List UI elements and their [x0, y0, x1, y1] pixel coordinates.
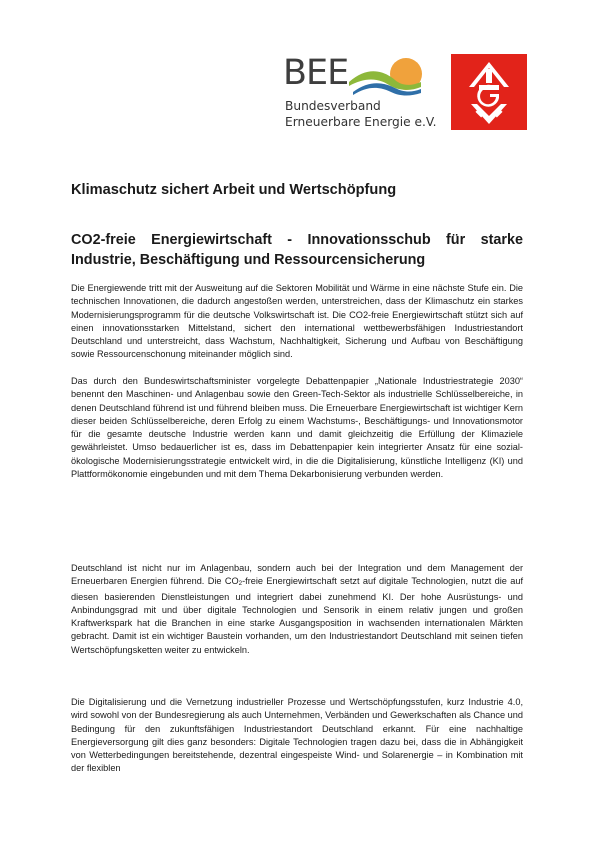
paragraph-3-part-b: -freie Energiewirtschaft setzt auf digitale Technologien, nutzt die auf diesen basierenden Dienstleistungen und integriert dabei zunehmend KI. Der hohe Ausrüstungs- und Anbindungsgrad mit und über digitale Technologien und Sensorik in einem relativ jungen und großen Kraftwerkspark hat die Branchen in eine starke Ausgangsposition in wachsenden internationalen Märkten gebracht. Damit ist ein wichtiger Baustein vorhanden, um den Industriestandort Deutschland mit seinen tiefen Wertschöpfungsketten weiter zu entwickeln. — [71, 576, 524, 655]
bee-logo-letters: BEE — [283, 53, 349, 93]
paragraph-3 — [71, 562, 523, 657]
bee-name-line2: Erneuerbare Energie e.V. — [285, 115, 437, 129]
ig-metall-logo — [451, 54, 527, 130]
bee-name-line1: Bundesverband — [285, 99, 381, 113]
co2-subscript: 2 — [238, 580, 243, 588]
paragraph-3-part-a: Deutschland ist nicht nur im Anlagenbau, sondern auch bei der Integration und dem Management der Erneuerbaren Energien führend. Die CO — [71, 563, 523, 587]
bee-logo — [283, 53, 437, 134]
page-subheading: CO2-freie Energiewirtschaft - Innovationsschub für starke Industrie, Beschäftigung und Ressourcensicherung — [71, 232, 523, 268]
paragraph-4: Die Digitalisierung und die Vernetzung industrieller Prozesse und Wertschöpfungsstufen, kurz Industrie 4.0, wird sowohl von der Bundesregierung als auch Unternehmen, Verbänden und Gewerkschaften als Chance und Bedingung für den zukunftsfähigen Industriestandort Deutschland erkannt. Für eine nachhaltige Energieversorgung gilt dies ganz besonders: Digitale Technologien tragen dazu bei, dass die in Abhängigkeit von Wetterbedingungen bereitstehende, dezentral eingespeiste Wind- und Solarenergie – in Kombination mit der flexiblen — [71, 697, 523, 774]
sun-wave-icon — [283, 56, 423, 98]
ig-metall-icon — [451, 54, 527, 130]
bee-logo-mark — [283, 53, 423, 98]
paragraph-2: Das durch den Bundeswirtschaftsminister vorgelegte Debattenpapier „Nationale Industriestrategie 2030“ benennt den Maschinen- und Anlagenbau sowie den Green-Tech-Sektor als industrielle Schlüsselbereiche, in denen Deutschland führend ist und führend bleiben muss. Die Erneuerbare Energiewirtschaft ist wichtiger Kern dieser beiden Schlüsselbereiche, deren Erfolg zu einem Wachstums-, Beschäftigungs- und Innovationsmotor für die gesamte deutsche Industrie werden kann und damit gleichzeitig die Erfüllung der Klimaziele gewährleistet. Umso bedauerlicher ist es, dass im Debattenpapier kein integrierter Ansatz für eine sozial-ökologische Modernisierungsstrategie entwickelt wird, in die die Digitalisierung, künstliche Intelligenz (KI) und Plattformökonomie eingebunden und mit dem Thema Dekarbonisierung verbunden werden. — [71, 376, 523, 480]
paragraph-1: Die Energiewende tritt mit der Ausweitung auf die Sektoren Mobilität und Wärme in eine nächste Stufe ein. Die technischen Innovationen, die dadurch angestoßen werden, unterstreichen, dass der Klimaschutz ein starkes Modernisierungsprogramm für die deutsche Volkswirtschaft ist. Die CO2-freie Energiewirtschaft stützt sich auf einen innovationsstarken Mittelstand, sichert den international wettbewerbsfähigen Industriestandort Deutschland und unterstreicht, dass Wachstum, Nachhaltigkeit, Sicherung und Aufbau von Beschäftigung sowie Ressourcenschonung miteinander möglich sind. — [71, 283, 523, 360]
page-heading: Klimaschutz sichert Arbeit und Wertschöpfung — [71, 182, 397, 198]
